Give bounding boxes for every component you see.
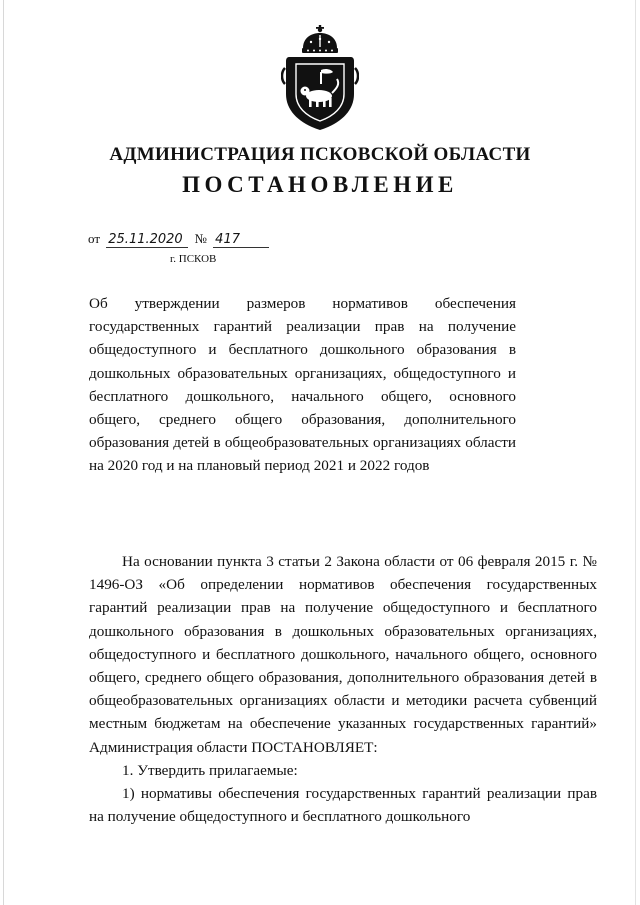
- number-prefix: №: [194, 231, 207, 246]
- date-number-line: [88, 231, 272, 248]
- scan-edge-left: [3, 0, 4, 905]
- document-subject: Об утверждении размеров нормативов обеспечения государственных гарантий реализации прав на получение общедоступного и бесплатного дошкольного образования в дошкольных образовательных организациях, общедоступного и бесплатного дошкольного, начального общего, основного общего, среднего общего образования, дополнительного образования детей в общеобразовательных организациях области на 2020 год и на плановый период 2021 и 2022 годов: [89, 295, 516, 475]
- document-number: 417: [213, 232, 269, 248]
- scan-edge-right: [635, 0, 636, 905]
- item-1-1-paragraph: 1) нормативы обеспечения государственных гарантий реализации прав на получение общедоступного и бесплатного дошкольного: [89, 785, 597, 826]
- preamble-paragraph: На основании пункта 3 статьи 2 Закона области от 06 февраля 2015 г. № 1496-ОЗ «Об определении нормативов обеспечения государственных гарантий реализации прав на получение общедоступного и бесплатного дошкольного образования в дошкольных образовательных организациях, общедоступного и бесплатного дошкольного, начального общего, основного общего, среднего общего образования, дополнительного образования детей в общеобразовательных организациях области и методики расчета субвенций местным бюджетам на обеспечение указанных государственных гарантий» Администрация области ПОСТАНОВЛЯЕТ:: [89, 553, 597, 756]
- pskov-coat-of-arms-icon: [281, 24, 359, 132]
- document-type-title: ПОСТАНОВЛЕНИЕ: [182, 172, 458, 197]
- document-date: 25.11.2020: [106, 232, 188, 248]
- document-body: [89, 550, 597, 828]
- organization-title: АДМИНИСТРАЦИЯ ПСКОВСКОЙ ОБЛАСТИ: [109, 144, 531, 165]
- city-label: г. ПСКОВ: [170, 253, 217, 265]
- date-prefix: от: [88, 231, 101, 246]
- item-1-paragraph: 1. Утвердить прилагаемые:: [122, 761, 298, 779]
